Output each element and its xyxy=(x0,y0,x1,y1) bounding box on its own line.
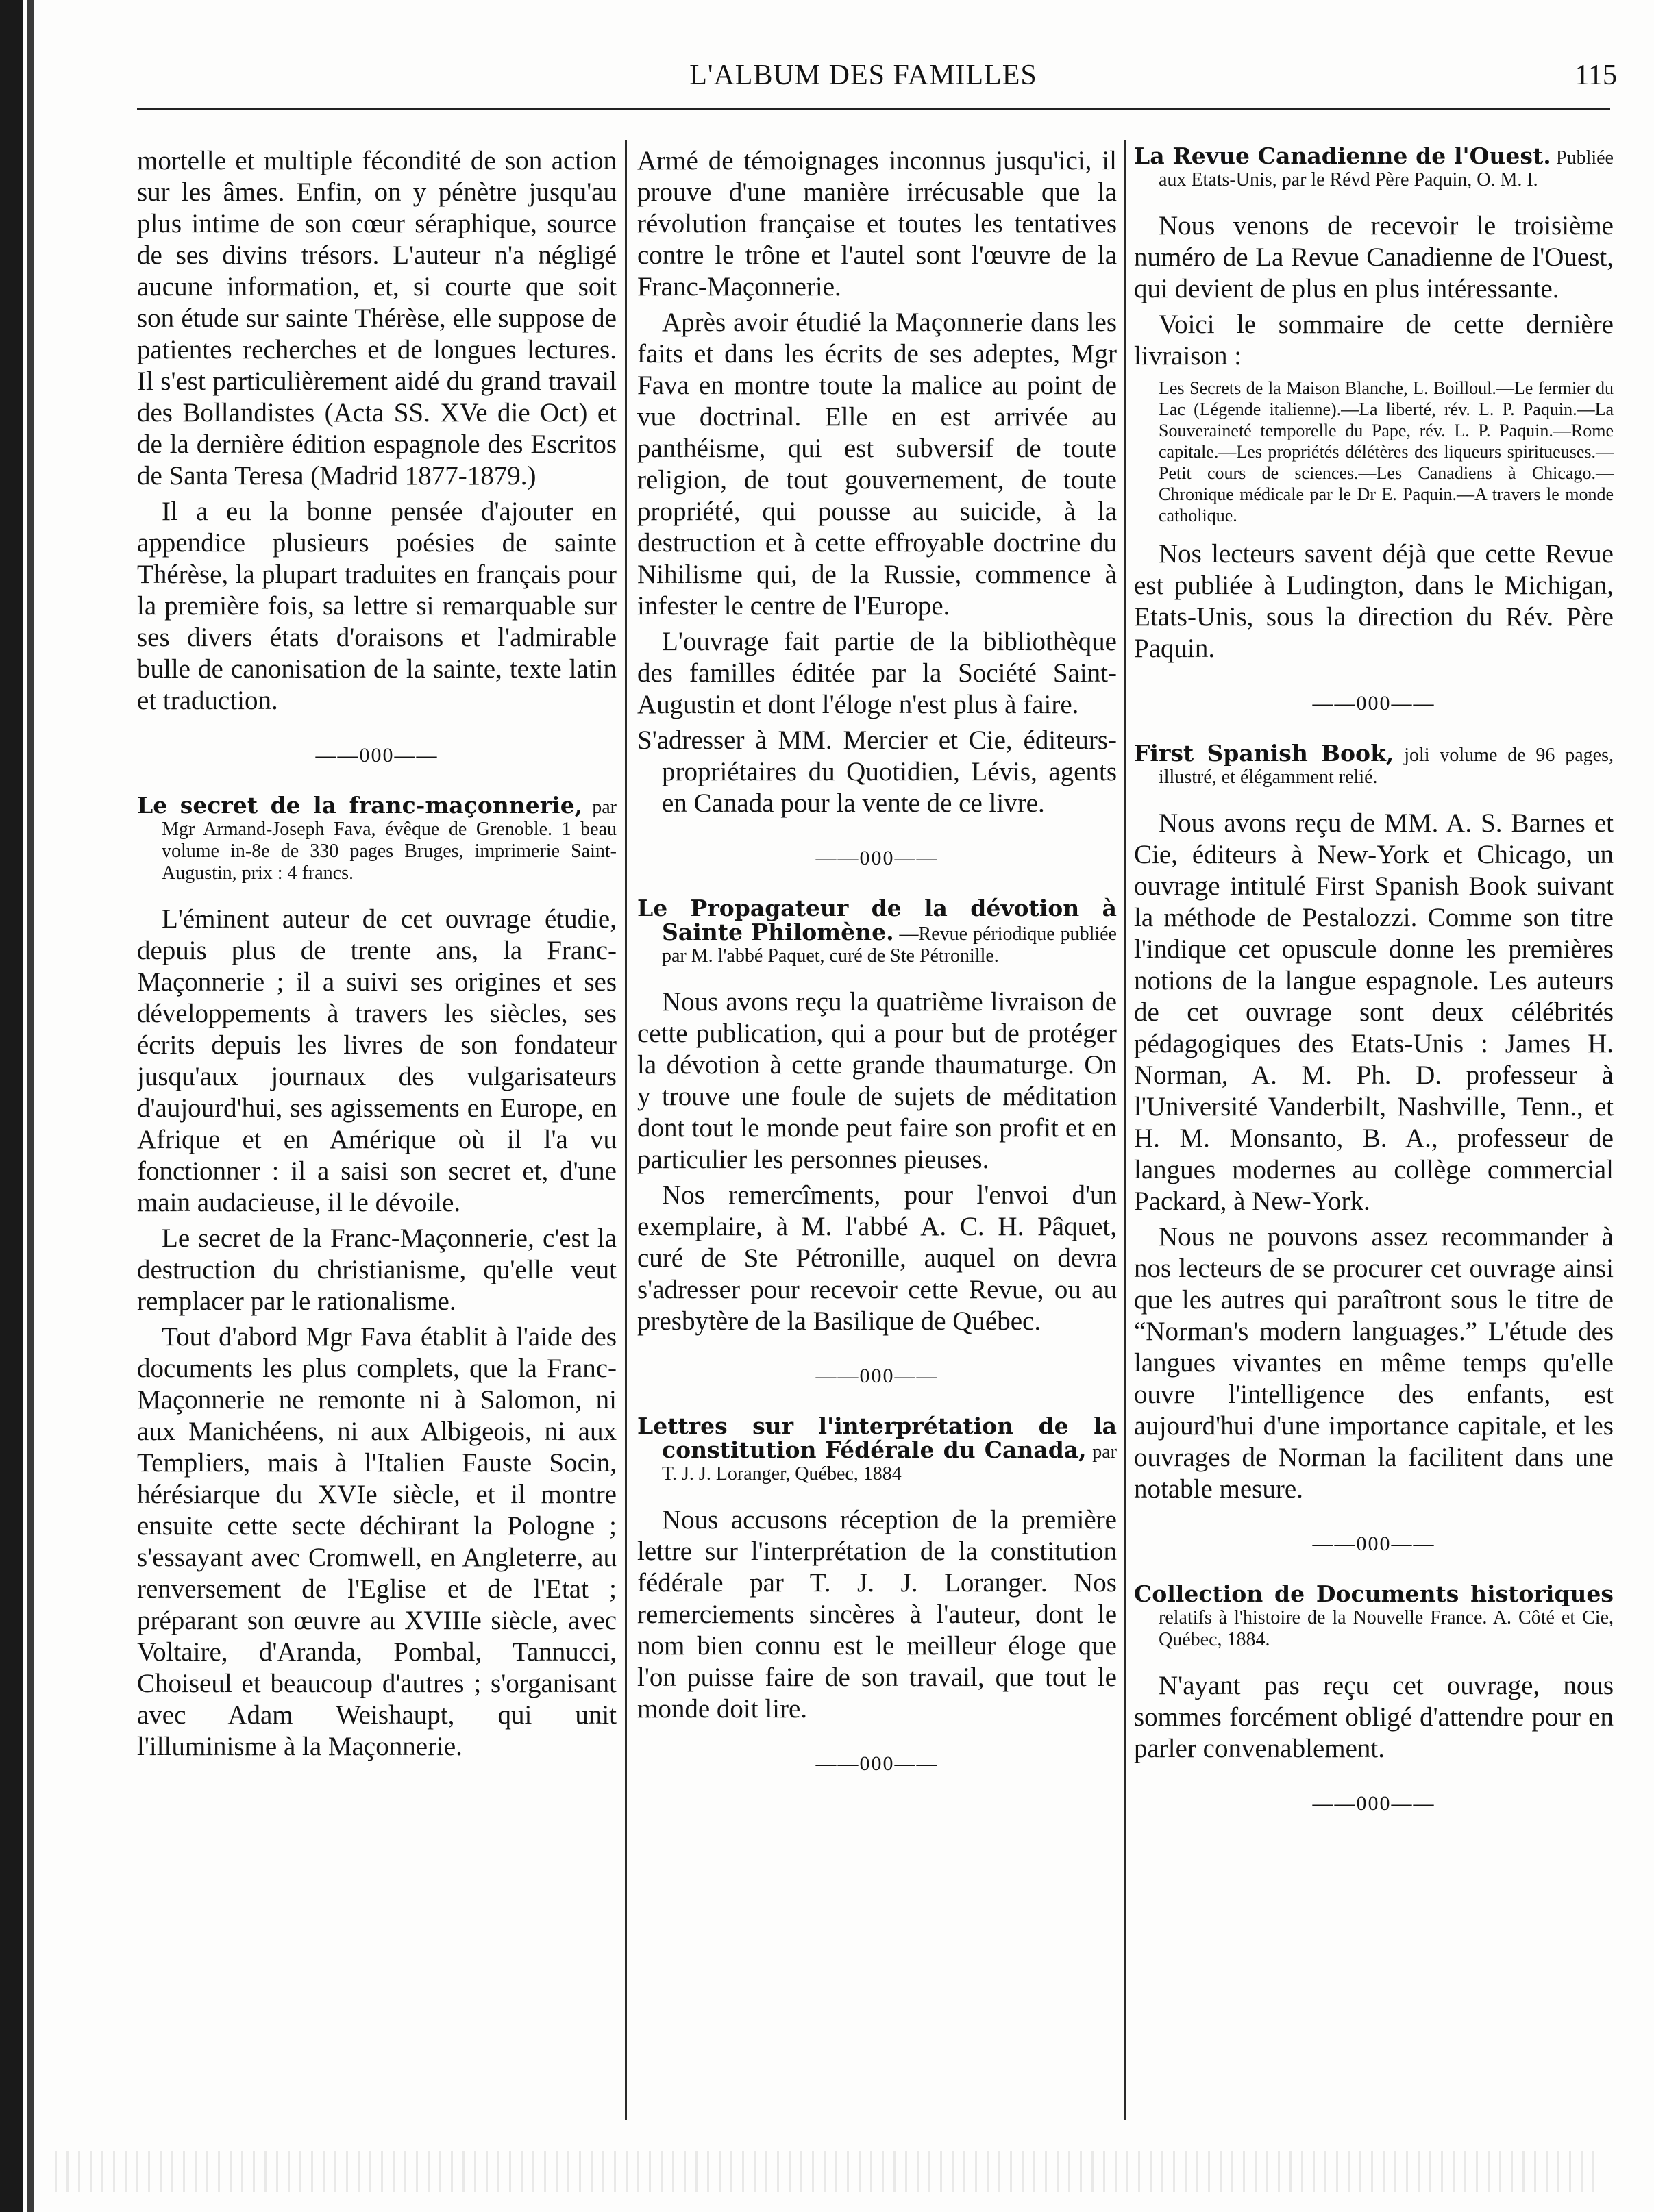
notice-title: Lettres sur l'interprétation de la constitution Fédérale du Canada, xyxy=(637,1413,1117,1463)
paragraph: Tout d'abord Mgr Fava établit à l'aide des documents les plus complets, que la Franc-Maçonnerie ne remonte ni à Salomon, ni aux Manichéens, ni aux Albigeois, ni aux Templiers, mais à l'Italien Fauste Socin, hérésiarque du XVIe siècle, et il montre ensuite cette secte déchirant la Pologne ; s'essayant avec Cromwell, en Angleterre, au renversement de l'Eglise et de l'Etat ; préparant son œuvre au XVIIIe siècle, avec Voltaire, d'Aranda, Pombal, Tannucci, Choiseul et beaucoup d'autres ; s'organisant avec Adam Weishaupt, qui unit l'illuminisme à la Maçonnerie. xyxy=(137,1322,617,1761)
notice-title: Collection de Documents historiques xyxy=(1134,1580,1614,1607)
notice-title: Le secret de la franc-maçonnerie, xyxy=(137,792,583,819)
running-title: L'ALBUM DES FAMILLES xyxy=(689,60,1037,91)
book-notice xyxy=(1134,1580,1614,1651)
paragraph: mortelle et multiple fécondité de son action sur les âmes. Enfin, on y pénètre jusqu'au plus intime de son cœur séraphique, source de ses divins trésors. L'auteur n'a négligé aucune information, et, si courte que soit son étude sur sainte Thérèse, elle suppose de patientes recherches et de longues lectures. Il s'est particulièrement aidé du grand travail des Bollandistes (Acta SS. XVe die Oct) et de la dernière édition espagnole des Escritos de Santa Teresa (Madrid 1877-1879.) xyxy=(137,146,617,490)
issue-summary: Les Secrets de la Maison Blanche, L. Boilloul.—Le fermier du Lac (Légende italienne).—La liberté, rév. L. P. Paquin.—La Souveraineté temporelle du Pape, rév. L. P. Paquin.—Rome capitale.—Les propriétés délétères des liqueurs spiritueuses.—Petit cours de sciences.—Les Canadiens à Chicago.—Chronique médicale par le Dr E. Paquin.—A travers le monde catholique. xyxy=(1159,378,1614,525)
paragraph: Voici le sommaire de cette dernière livraison : xyxy=(1134,310,1614,371)
section-separator: ——000—— xyxy=(815,1365,939,1387)
paragraph: Nous ne pouvons assez recommander à nos lecteurs de se procurer cet ouvrage ainsi que les autres qui paraîtront sous le titre de “Norman's modern languages.” L'étude des langues vivantes en même temps qu'elle ouvre l'intelligence des enfants, est aujourd'hui d'une importance capitale, et les ouvrages de Norman la facilitent dans une notable mesure. xyxy=(1134,1222,1614,1504)
paragraph: Nous accusons réception de la première lettre sur l'interprétation de la constitution fédérale par T. J. J. Loranger. Nos remerciements sincères à l'auteur, dont le nom bien connu est le meilleur éloge que l'on puisse faire de son travail, que tout le monde doit lire. xyxy=(637,1505,1117,1724)
section-separator: ——000—— xyxy=(315,744,439,767)
paragraph: Après avoir étudié la Maçonnerie dans les faits et dans les écrits de ses adeptes, Mgr Fava en montre toute la malice au point de vue doctrinal. Elle en est arrivée au panthéisme, qui est subversif de toute religion, de tout gouvernement, de toute propriété, qui pousse au suicide, à la destruction et à cette effroyable doctrine du Nihilisme qui, de la Russie, commence à infester le centre de l'Europe. xyxy=(637,308,1117,621)
paragraph: Le secret de la Franc-Maçonnerie, c'est la destruction du christianisme, qu'elle veut remplacer par le rationalisme. xyxy=(137,1223,617,1316)
page-header xyxy=(110,59,1617,107)
notice-body: —Revue périodique publiée par M. l'abbé Paquet, curé de Ste Pétronille. xyxy=(662,923,1117,967)
paragraph: Nous avons reçu la quatrième livraison de cette publication, qui a pour but de protéger la dévotion à cette grande thaumaturge. On y trouve une foule de sujets de méditation dont tout le monde peut faire son profit et en particulier les personnes pieuses. xyxy=(637,987,1117,1174)
column-rule-right xyxy=(1124,140,1126,2120)
section-separator: ——000—— xyxy=(815,1752,939,1775)
section-separator: ——000—— xyxy=(1312,1532,1435,1555)
scan-noise xyxy=(55,2151,1599,2192)
binding-edge xyxy=(0,0,23,2212)
binding-shadow xyxy=(27,0,34,2212)
review-notice xyxy=(1134,145,1614,191)
column-middle xyxy=(637,145,1117,2132)
column-rule-left xyxy=(625,140,627,2120)
paragraph: Nous venons de recevoir le troisième numéro de La Revue Canadienne de l'Ouest, qui devient de plus en plus intéressante. xyxy=(1134,211,1614,303)
paragraph: L'éminent auteur de cet ouvrage étudie, depuis plus de trente ans, la Franc-Maçonnerie ; il a suivi ses origines et ses développements à travers les siècles, ses écrits depuis les livres de son fondateur jusqu'aux journaux des vulgarisateurs d'aujourd'hui, ses agissements en Europe, en Afrique et en Amérique où il l'a vu fonctionner : il a saisi son secret et, d'une main audacieuse, il le dévoile. xyxy=(137,904,617,1217)
book-notice xyxy=(1134,740,1614,788)
column-left xyxy=(137,145,617,2132)
paragraph: N'ayant pas reçu cet ouvrage, nous sommes forcément obligé d'attendre pour en parler convenablement. xyxy=(1134,1671,1614,1763)
notice-body: par T. J. J. Loranger, Québec, 1884 xyxy=(662,1441,1117,1484)
notice-title: Le Propagateur de la dévotion à Sainte Philomène. xyxy=(637,895,1117,945)
book-notice xyxy=(637,1415,1117,1485)
section-separator: ——000—— xyxy=(815,847,939,869)
paragraph: Nos remercîments, pour l'envoi d'un exemplaire, à M. l'abbé A. C. H. Pâquet, curé de Ste Pétronille, auquel on devra s'adresser pour recevoir cette Revue, ou au presbytère de la Basilique de Québec. xyxy=(637,1180,1117,1336)
book-notice xyxy=(137,792,617,884)
notice-title: La Revue Canadienne de l'Ouest. xyxy=(1134,145,1551,169)
section-separator: ——000—— xyxy=(1312,692,1435,714)
review-notice xyxy=(637,897,1117,967)
notice-body: relatifs à l'histoire de la Nouvelle France. A. Côté et Cie, Québec, 1884. xyxy=(1159,1607,1614,1650)
page-number: 115 xyxy=(1575,60,1617,91)
column-right xyxy=(1134,145,1614,2132)
header-rule xyxy=(137,108,1610,110)
notice-body: par Mgr Armand-Joseph Fava, évêque de Grenoble. 1 beau volume in-8e de 330 pages Bruges, imprimerie Saint-Augustin, prix : 4 francs. xyxy=(162,797,617,884)
notice-body: Publiée aux Etats-Unis, par le Révd Père Paquin, O. M. I. xyxy=(1159,147,1614,190)
paragraph: Armé de témoignages inconnus jusqu'ici, il prouve d'une manière irrécusable que la révolution française et toutes les tentatives contre le trône et l'autel sont l'œuvre de la Franc-Maçonnerie. xyxy=(637,146,1117,301)
paragraph: Nos lecteurs savent déjà que cette Revue est publiée à Ludington, dans le Michigan, Etats-Unis, sous la direction du Rév. Père Paquin. xyxy=(1134,539,1614,663)
paragraph: L'ouvrage fait partie de la bibliothèque des familles éditée par la Société Saint-Augustin et dont l'éloge n'est plus à faire. xyxy=(637,627,1117,719)
notice-title: First Spanish Book, xyxy=(1134,740,1394,767)
notice-body: joli volume de 96 pages, illustré, et élégamment relié. xyxy=(1159,745,1614,788)
section-separator: ——000—— xyxy=(1312,1792,1435,1815)
paragraph: Il a eu la bonne pensée d'ajouter en appendice plusieurs poésies de sainte Thérèse, la plupart traduites en français pour la première fois, sa lettre si remarquable sur ses divers états d'oraisons et l'admirable bulle de canonisation de la sainte, texte latin et traduction. xyxy=(137,497,617,715)
paragraph: Nous avons reçu de MM. A. S. Barnes et Cie, éditeurs à New-York et Chicago, un ouvrage intitulé First Spanish Book suivant la méthode de Pestalozzi. Comme son titre l'indique cet opuscule donne les premières notions de la langue espagnole. Les auteurs de cet ouvrage sont deux célébrités pédagogiques des Etats-Unis : James H. Norman, A. M. Ph. D. professeur à l'Université Vanderbilt, Nashville, Tenn., et H. M. Monsanto, B. A., professeur de langues modernes au collège commercial Packard, à New-York. xyxy=(1134,808,1614,1216)
paragraph: S'adresser à MM. Mercier et Cie, éditeurs-propriétaires du Quotidien, Lévis, agents en Canada pour la vente de ce livre. xyxy=(637,725,1117,818)
